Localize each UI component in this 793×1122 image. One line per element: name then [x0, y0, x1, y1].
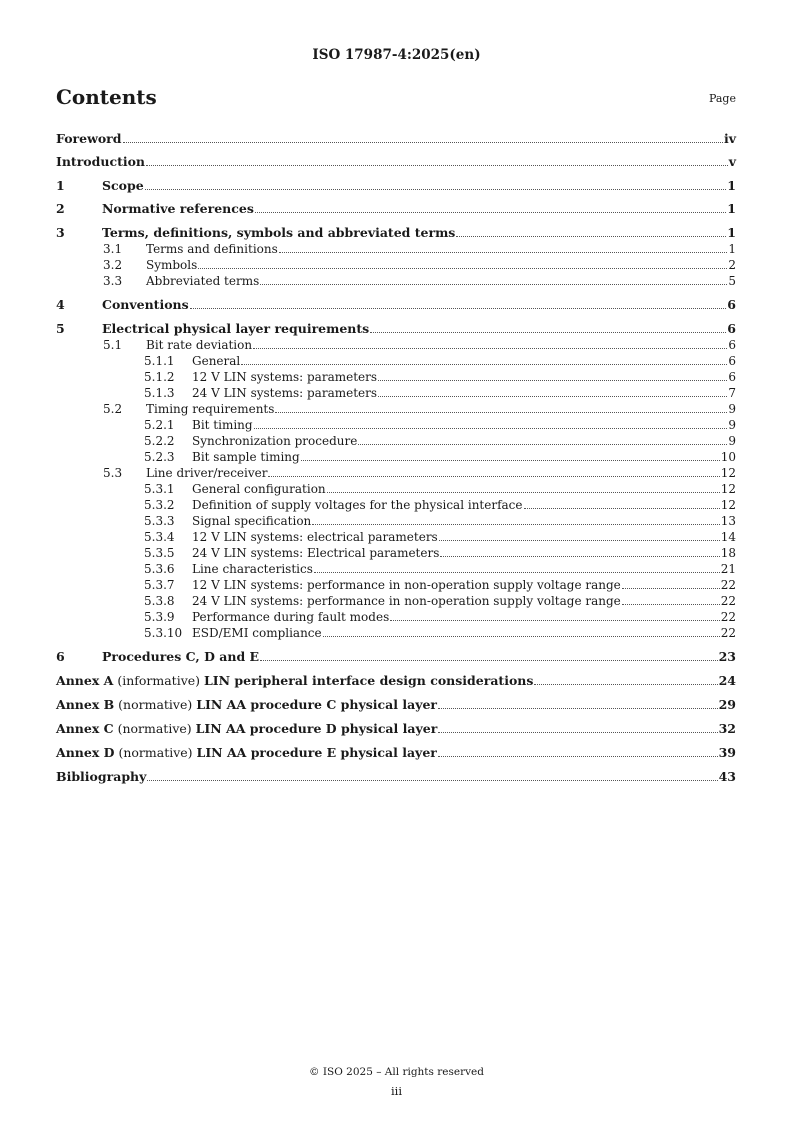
toc-entry-number: 5.3.3: [144, 514, 175, 528]
toc-entry[interactable]: [56, 273, 736, 289]
toc-entry-page: v: [728, 154, 736, 169]
dot-leader: [147, 780, 717, 781]
toc-entry-title: 24 V LIN systems: Electrical parameters: [192, 546, 440, 560]
toc-entry-page: 39: [718, 745, 736, 760]
toc-entry-title: LIN AA procedure D physical layer: [195, 721, 438, 736]
toc-entry-number: 5.3.10: [144, 626, 183, 640]
toc-entry-title: Synchronization procedure: [192, 434, 358, 448]
toc-entry-title: Electrical physical layer requirements: [102, 321, 370, 336]
dot-leader: [456, 236, 726, 237]
dot-leader: [241, 364, 727, 365]
annex-status: (normative): [114, 697, 197, 712]
toc-entry-page: 1: [727, 225, 736, 240]
toc-entry-page: 12: [720, 498, 736, 512]
toc-entry-number: 5.2.3: [144, 450, 175, 464]
toc-entry-title: Line characteristics: [192, 562, 313, 576]
toc-entry-page: 1: [728, 242, 736, 256]
dot-leader: [314, 572, 720, 573]
toc-entry[interactable]: [56, 609, 736, 625]
toc-entry-page: iv: [723, 131, 736, 146]
toc-entry-number: 5.3.9: [144, 610, 175, 624]
toc-entry-title: Timing requirements: [146, 402, 275, 416]
annex-status: (normative): [114, 745, 197, 760]
toc-entry[interactable]: [56, 561, 736, 577]
toc-entry[interactable]: [56, 321, 736, 337]
toc-entry-number: 1: [56, 178, 65, 193]
toc-entry-title: 24 V LIN systems: parameters: [192, 386, 378, 400]
annex-label: Annex C: [56, 721, 114, 736]
toc-entry-number: 5.2: [103, 402, 123, 416]
toc-entry-number: 5.1.1: [144, 354, 175, 368]
toc-entry[interactable]: [56, 353, 736, 369]
toc-entry[interactable]: [56, 577, 736, 593]
toc-entry-page: 1: [727, 201, 736, 216]
toc-entry-page: 7: [728, 386, 736, 400]
toc-entry[interactable]: [56, 721, 736, 737]
toc-entry-page: 12: [720, 466, 736, 480]
toc-entry-title: Conventions: [102, 297, 189, 312]
annex-status: (informative): [113, 673, 205, 688]
toc-entry-title: 24 V LIN systems: performance in non-operation supply voltage range: [192, 594, 621, 608]
toc-entry-page: 6: [728, 354, 736, 368]
annex-heading: [56, 745, 437, 761]
toc-entry[interactable]: [56, 297, 736, 313]
toc-entry-number: 5.3.6: [144, 562, 175, 576]
toc-entry[interactable]: [56, 625, 736, 641]
annex-heading: [56, 721, 437, 737]
toc-entry-title: Scope: [102, 178, 144, 193]
toc-entry[interactable]: [56, 529, 736, 545]
toc-entry[interactable]: [56, 337, 736, 353]
toc-entry-page: 12: [720, 482, 736, 496]
dot-leader: [253, 348, 727, 349]
dot-leader: [358, 444, 727, 445]
dot-leader: [268, 476, 719, 477]
dot-leader: [260, 284, 727, 285]
toc-entry-page: 6: [727, 297, 736, 312]
toc-entry[interactable]: [56, 201, 736, 217]
toc-entry-page: 22: [720, 610, 736, 624]
dot-leader: [190, 308, 727, 309]
toc-entry-number: 4: [56, 297, 65, 312]
toc-entry-number: 5.2.2: [144, 434, 175, 448]
toc-entry-number: 5: [56, 321, 65, 336]
contents-title: Contents: [56, 85, 157, 109]
dot-leader: [198, 268, 727, 269]
toc-entry[interactable]: [56, 497, 736, 513]
toc-entry-page: 9: [728, 434, 736, 448]
copyright-footer: © ISO 2025 – All rights reserved: [309, 1066, 484, 1078]
toc-entry-title: Signal specification: [192, 514, 312, 528]
toc-entry[interactable]: [56, 433, 736, 449]
toc-entry-page: 14: [720, 530, 736, 544]
toc-entry-title: Terms and definitions: [146, 242, 278, 256]
dot-leader: [524, 508, 720, 509]
dot-leader: [275, 412, 727, 413]
toc-entry-page: 18: [720, 546, 736, 560]
toc-entry-number: 5.1.3: [144, 386, 175, 400]
dot-leader: [438, 732, 717, 733]
annex-heading: [56, 673, 533, 689]
toc-entry-title: General configuration: [192, 482, 326, 496]
toc-entry-title: General: [192, 354, 241, 368]
dot-leader: [439, 540, 720, 541]
dot-leader: [145, 189, 727, 190]
annex-label: Annex D: [56, 745, 115, 760]
toc-entry[interactable]: [56, 385, 736, 401]
dot-leader: [622, 588, 720, 589]
toc-entry-number: 5.2.1: [144, 418, 175, 432]
toc-entry-page: 10: [720, 450, 736, 464]
toc-entry-title: Introduction: [56, 154, 146, 169]
toc-entry[interactable]: [56, 465, 736, 481]
toc-entry-title: Terms, definitions, symbols and abbreviated terms: [102, 225, 456, 240]
dot-leader: [323, 636, 720, 637]
dot-leader: [260, 660, 718, 661]
dot-leader: [146, 165, 728, 166]
toc-entry-page: 6: [728, 370, 736, 384]
toc-entry-title: Bibliography: [56, 769, 147, 784]
toc-entry-title: Bit rate deviation: [146, 338, 253, 352]
toc-entry-page: 22: [720, 594, 736, 608]
toc-entry-page: 22: [720, 626, 736, 640]
toc-entry[interactable]: [56, 449, 736, 465]
toc-entry-number: 5.1: [103, 338, 123, 352]
toc-entry-title: Bit timing: [192, 418, 253, 432]
toc-entry-title: ESD/EMI compliance: [192, 626, 322, 640]
toc-entry-title: Bit sample timing: [192, 450, 300, 464]
toc-entry-page: 6: [727, 321, 736, 336]
page-number: iii: [390, 1084, 403, 1098]
toc-entry-page: 24: [718, 673, 736, 688]
dot-leader: [438, 708, 718, 709]
toc-entry[interactable]: [56, 481, 736, 497]
page-column-label: Page: [708, 92, 736, 105]
toc-entry[interactable]: [56, 417, 736, 433]
toc-entry[interactable]: [56, 649, 736, 665]
toc-entry-title: 12 V LIN systems: performance in non-operation supply voltage range: [192, 578, 621, 592]
toc-entry-title: 12 V LIN systems: parameters: [192, 370, 378, 384]
toc-entry-number: 6: [56, 649, 65, 664]
dot-leader: [378, 380, 727, 381]
toc-entry[interactable]: [56, 241, 736, 257]
dot-leader: [378, 396, 727, 397]
toc-entry[interactable]: [56, 154, 736, 170]
annex-label: Annex A: [56, 673, 114, 688]
toc-entry-title: Foreword: [56, 131, 122, 146]
toc-entry-page: 9: [728, 402, 736, 416]
toc-entry-number: 5.3.1: [144, 482, 175, 496]
toc-entry-number: 2: [56, 201, 65, 216]
toc-entry-page: 13: [720, 514, 736, 528]
toc-entry-page: 22: [720, 578, 736, 592]
annex-heading: [56, 697, 437, 713]
dot-leader: [279, 252, 728, 253]
document-id-header: ISO 17987-4:2025(en): [312, 47, 481, 63]
toc-entry-title: LIN AA procedure C physical layer: [196, 697, 437, 712]
toc-entry-title: Procedures C, D and E: [102, 649, 260, 664]
toc-entry[interactable]: [56, 131, 736, 147]
dot-leader: [438, 756, 718, 757]
toc-entry-number: 5.3.8: [144, 594, 175, 608]
toc-entry[interactable]: [56, 178, 736, 194]
dot-leader: [622, 604, 720, 605]
toc-entry-number: 5.3.7: [144, 578, 175, 592]
toc-entry-title: Definition of supply voltages for the physical interface: [192, 498, 523, 512]
dot-leader: [123, 142, 723, 143]
toc-entry[interactable]: [56, 513, 736, 529]
toc-entry[interactable]: [56, 401, 736, 417]
toc-entry-title: Symbols: [146, 258, 198, 272]
dot-leader: [301, 460, 720, 461]
dot-leader: [440, 556, 719, 557]
toc-entry-number: 5.3.4: [144, 530, 175, 544]
toc-entry[interactable]: [56, 769, 736, 785]
toc-entry-page: 9: [728, 418, 736, 432]
toc-entry-number: 5.1.2: [144, 370, 175, 384]
toc-entry[interactable]: [56, 369, 736, 385]
annex-label: Annex B: [56, 697, 115, 712]
toc-entry-title: LIN AA procedure E physical layer: [196, 745, 437, 760]
toc-entry-page: 23: [718, 649, 736, 664]
dot-leader: [534, 684, 717, 685]
toc-entry-page: 6: [728, 338, 736, 352]
toc-entry[interactable]: [56, 697, 736, 713]
toc-entry[interactable]: [56, 545, 736, 561]
dot-leader: [255, 212, 726, 213]
toc-entry-title: LIN peripheral interface design considerations: [204, 673, 534, 688]
toc-entry-page: 2: [728, 258, 736, 272]
toc-entry-number: 3: [56, 225, 65, 240]
toc-entry[interactable]: [56, 673, 736, 689]
dot-leader: [254, 428, 728, 429]
toc-entry[interactable]: [56, 593, 736, 609]
toc-entry[interactable]: [56, 257, 736, 273]
dot-leader: [312, 524, 719, 525]
dot-leader: [370, 332, 726, 333]
toc-entry-number: 5.3.5: [144, 546, 175, 560]
toc-entry-number: 3.2: [103, 258, 123, 272]
dot-leader: [327, 492, 720, 493]
toc-entry-page: 1: [727, 178, 736, 193]
toc-entry-number: 3.1: [103, 242, 123, 256]
toc-entry-title: Line driver/receiver: [146, 466, 268, 480]
dot-leader: [390, 620, 719, 621]
toc-entry-number: 5.3.2: [144, 498, 175, 512]
toc-entry-page: 21: [720, 562, 736, 576]
toc-entry-page: 5: [728, 274, 736, 288]
toc-entry-title: Normative references: [102, 201, 254, 216]
toc-entry-page: 32: [718, 721, 736, 736]
toc-entry-title: Abbreviated terms: [146, 274, 260, 288]
toc-entry-title: Performance during fault modes: [192, 610, 390, 624]
toc-entry-number: 3.3: [103, 274, 123, 288]
annex-status: (normative): [113, 721, 196, 736]
toc-entry[interactable]: [56, 745, 736, 761]
toc-entry-page: 43: [718, 769, 736, 784]
toc-entry[interactable]: [56, 225, 736, 241]
toc-entry-number: 5.3: [103, 466, 123, 480]
toc-entry-title: 12 V LIN systems: electrical parameters: [192, 530, 438, 544]
toc-entry-page: 29: [718, 697, 736, 712]
